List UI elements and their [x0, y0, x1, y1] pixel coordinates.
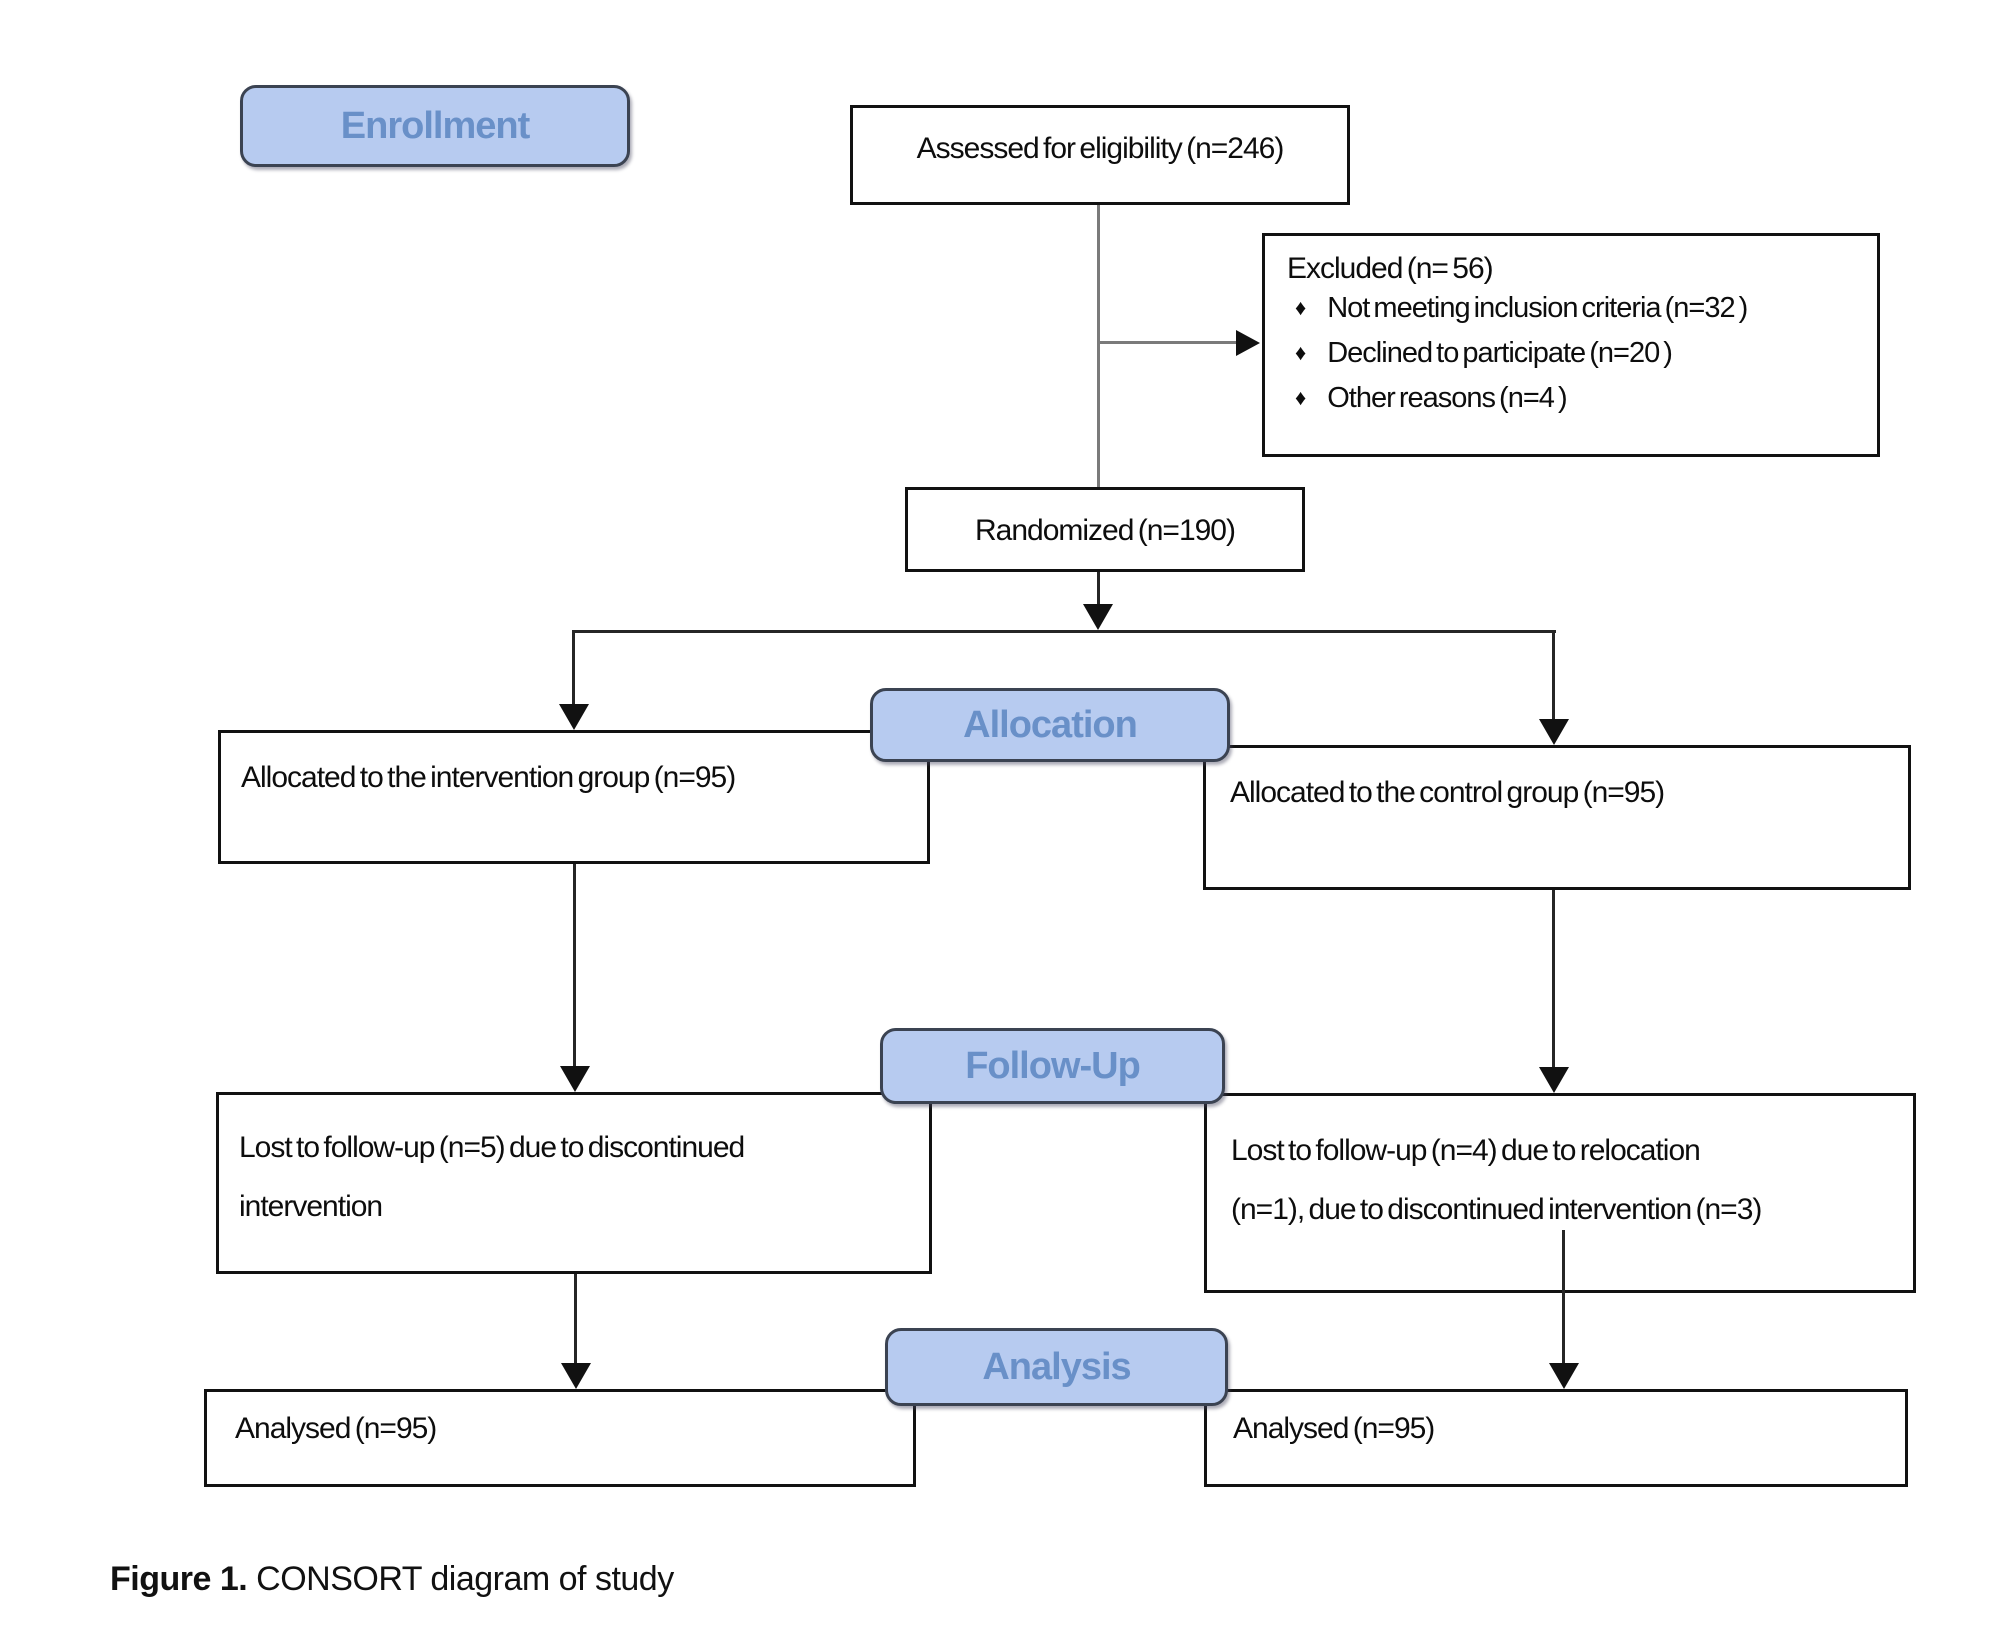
assessed-box	[850, 105, 1350, 205]
excluded-item	[1265, 382, 1877, 427]
excluded-item	[1265, 292, 1877, 337]
connector-randomized-to-split	[1097, 572, 1100, 606]
split-line	[572, 630, 1556, 633]
analysed-intervention-box	[204, 1389, 916, 1487]
allocated-control-label: Allocated to the control group (n=95)	[1230, 776, 1665, 809]
connector-followup-to-analysis-left	[574, 1274, 577, 1365]
arrowhead-analysed-left-icon	[561, 1363, 591, 1389]
arrowhead-excluded-icon	[1236, 330, 1260, 356]
randomized-box	[905, 487, 1305, 572]
connector-split-to-control	[1552, 630, 1555, 721]
stage-follow-up-label: Follow-Up	[965, 1044, 1140, 1087]
connector-to-excluded	[1100, 341, 1238, 344]
analysed-control-box	[1204, 1389, 1908, 1487]
arrowhead-control-icon	[1539, 719, 1569, 745]
lost-intervention-line1: Lost to follow-up (n=5) due to discontinued	[239, 1131, 745, 1164]
connector-followup-to-analysis-right	[1562, 1230, 1565, 1367]
figure-caption	[110, 1560, 674, 1599]
stage-allocation	[870, 688, 1230, 762]
excluded-item	[1265, 337, 1877, 382]
arrowhead-followup-right-icon	[1539, 1067, 1569, 1093]
connector-intervention-to-followup	[573, 864, 576, 1068]
analysed-intervention-label: Analysed (n=95)	[235, 1412, 437, 1445]
stage-allocation-label: Allocation	[963, 703, 1137, 746]
allocated-control-box	[1203, 745, 1911, 890]
stage-analysis	[885, 1328, 1228, 1406]
figure-caption-label: Figure 1.	[110, 1560, 248, 1598]
arrowhead-split-icon	[1083, 604, 1113, 630]
excluded-item-label: Declined to participate (n=20 )	[1327, 337, 1672, 369]
arrowhead-followup-left-icon	[560, 1066, 590, 1092]
stage-enrollment	[240, 85, 630, 167]
excluded-item-label: Other reasons (n=4 )	[1327, 382, 1567, 414]
lost-followup-intervention-box	[216, 1092, 932, 1274]
stage-analysis-label: Analysis	[982, 1345, 1131, 1388]
lost-intervention-line2: intervention	[239, 1189, 383, 1223]
arrowhead-intervention-icon	[559, 704, 589, 730]
lost-followup-control-box	[1204, 1093, 1916, 1293]
lost-control-line1: Lost to follow-up (n=4) due to relocation	[1231, 1134, 1700, 1167]
analysed-control-label: Analysed (n=95)	[1233, 1412, 1435, 1445]
excluded-box	[1262, 233, 1880, 457]
excluded-item-label: Not meeting inclusion criteria (n=32 )	[1327, 292, 1748, 324]
stage-enrollment-label: Enrollment	[340, 104, 530, 147]
connector-control-to-followup	[1552, 890, 1555, 1069]
assessed-label: Assessed for eligibility (n=246)	[916, 132, 1284, 165]
figure-caption-text: CONSORT diagram of study	[247, 1560, 674, 1598]
bullet-diamond-icon: ♦	[1295, 385, 1306, 410]
connector-split-to-intervention	[572, 630, 575, 706]
connector-assessed-to-randomized	[1097, 205, 1100, 487]
randomized-label: Randomized (n=190)	[974, 514, 1235, 547]
stage-follow-up	[880, 1028, 1225, 1104]
bullet-diamond-icon: ♦	[1295, 340, 1306, 365]
excluded-title: Excluded (n= 56)	[1287, 252, 1493, 285]
arrowhead-analysed-right-icon	[1549, 1363, 1579, 1389]
allocated-intervention-box	[218, 730, 930, 864]
bullet-diamond-icon: ♦	[1295, 295, 1306, 320]
lost-control-line2: (n=1), due to discontinued intervention (n=3)	[1231, 1192, 1762, 1226]
allocated-intervention-label: Allocated to the intervention group (n=95)	[241, 761, 736, 794]
